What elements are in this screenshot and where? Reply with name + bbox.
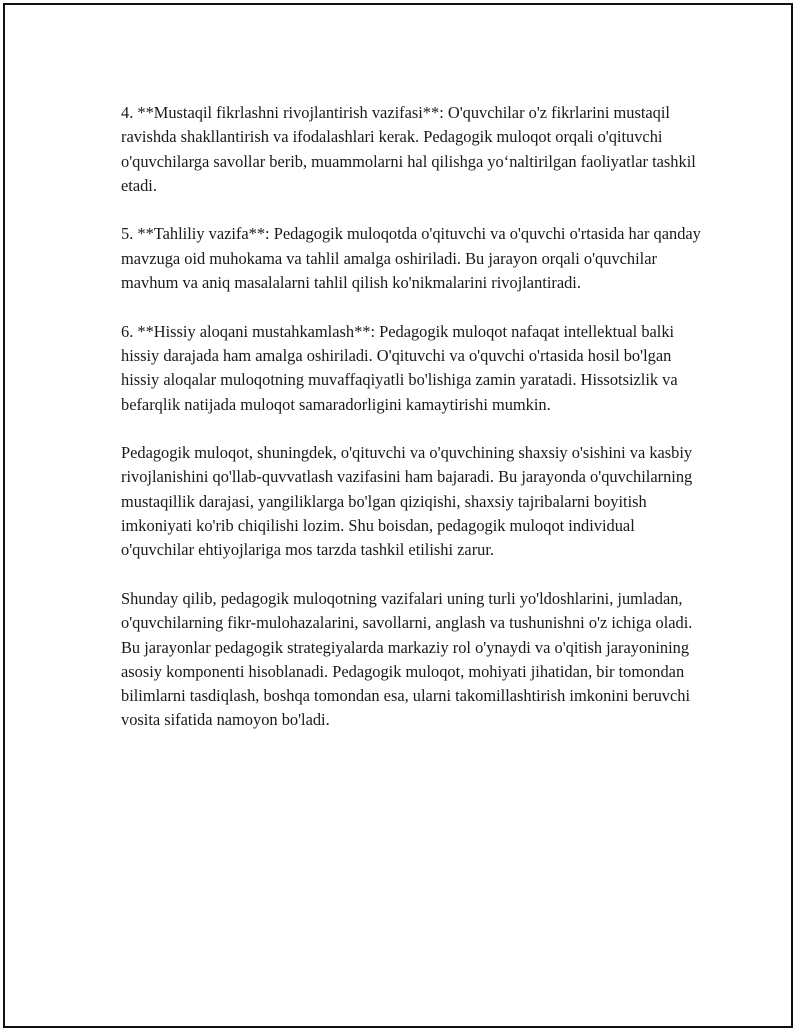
document-page — [3, 3, 793, 1028]
paragraph-personal-growth: Pedagogik muloqot, shuningdek, o'qituvchi va o'quvchining shaxsiy o'sishini va kasbiy rivojlanishini qo'llab-quvvatlash vazifasini ham bajaradi. Bu jarayonda o'quvchilarning mustaqillik darajasi, yangiliklarga bo'lgan qiziqishi, shaxsiy tajribalarni boyitish imkoniyati ko'rib chiqilishi lozim. Shu boisdan, pedagogik muloqot individual o'quvchilar ehtiyojlariga mos tarzda tashkil etilishi zarur. — [121, 443, 693, 560]
paragraph-emotional-connection: 6. **Hissiy aloqani mustahkamlash**: Pedagogik muloqot nafaqat intellektual balki hissiy darajada ham amalga oshiriladi. O'qituvchi va o'quvchi o'rtasida hosil bo'lgan hissiy aloqalar muloqotning muvaffaqiyatli bo'lishiga zamin yaratadi. Hissotsizlik va befarqlik natijada muloqot samaradorligini kamaytirishi mumkin. — [121, 321, 678, 414]
document-body — [121, 101, 711, 757]
paragraph-analytical-task: 5. **Tahliliy vazifa**: Pedagogik muloqotda o'qituvchi va o'quvchi o'rtasida har qanday mavzuga oid muhokama va tahlil amalga oshiriladi. Bu jarayon orqali o'quvchilar mavhum va aniq masalalarni tahlil qilish ko'nikmalarini rivojlantiradi. — [121, 224, 701, 293]
paragraph-conclusion: Shunday qilib, pedagogik muloqotning vazifalari uning turli yo'ldoshlarini, jumladan, o'quvchilarning fikr-mulohazalarini, savollarni, anglash va tushunishni o'z ichiga oladi. Bu jarayonlar pedagogik strategiyalarda markaziy rol o'ynaydi va o'qitish jarayonining asosiy komponenti hisoblanadi. Pedagogik muloqot, mohiyati jihatidan, bir tomondan bilimlarni tasdiqlash, boshqa tomondan esa, ularni takomillashtirish imkonini beruvchi vosita sifatida namoyon bo'ladi. — [121, 588, 693, 730]
paragraph-independent-thinking: 4. **Mustaqil fikrlashni rivojlantirish vazifasi**: O'quvchilar o'z fikrlarini mustaqil ravishda shakllantirish va ifodalashlari kerak. Pedagogik muloqot orqali o'qituvchi o'quvchilarga savollar berib, muammolarni hal qilishga yo‘naltirilgan faoliyatlar tashkil etadi. — [121, 103, 696, 195]
